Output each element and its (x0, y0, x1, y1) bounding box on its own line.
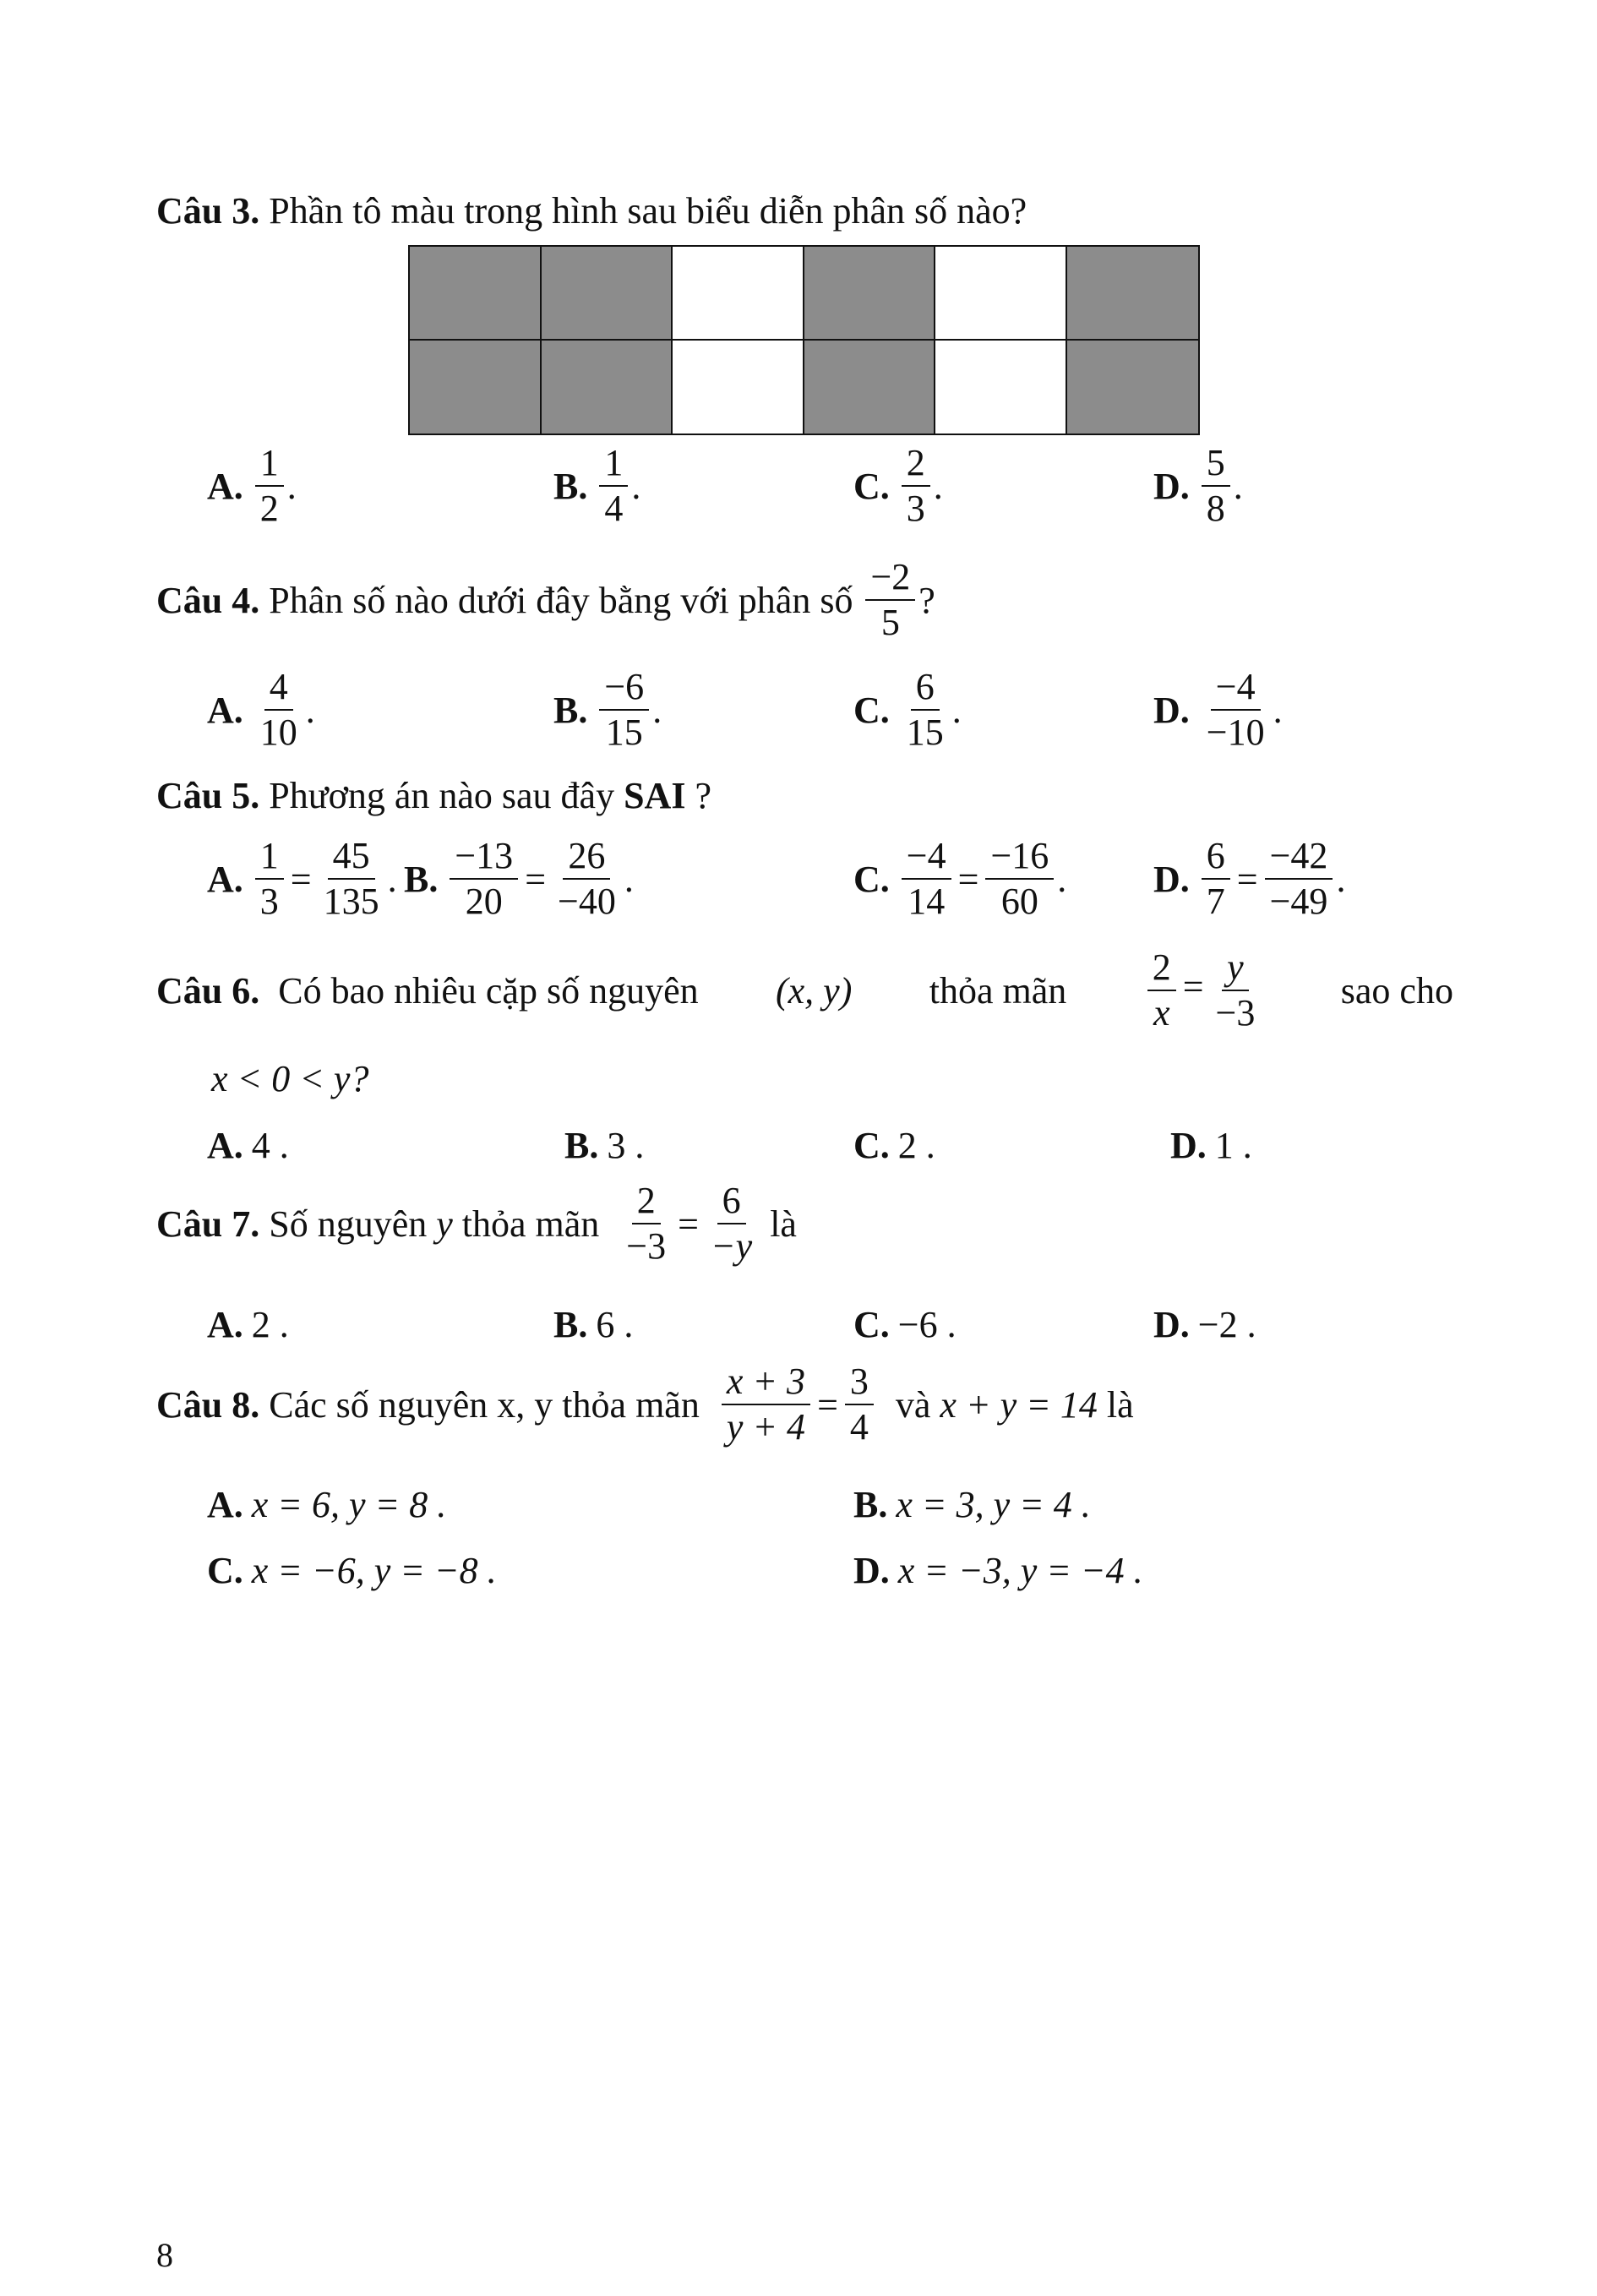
q3-option-b[interactable]: B. $\frac{1}{4}$ . (553, 442, 641, 530)
grid-cell (410, 247, 542, 341)
fraction: $\frac{1}{2}$ (255, 444, 284, 528)
q7-stem: Câu 7. Số nguyên y thỏa mãn $\frac{2}{-3}$ = $\frac{6}{-y}$ là (156, 1180, 797, 1268)
page-number: 8 (156, 2236, 173, 2274)
q4-option-d[interactable]: D. $\frac{-4}{-10}$ . (1153, 666, 1283, 754)
q4-option-b[interactable]: B. $\frac{-6}{15}$ . (553, 666, 662, 754)
q7-option-b[interactable]: B. 6 . (553, 1304, 634, 1345)
q8-option-d[interactable]: D. x = −3, y = −4 . (853, 1550, 1143, 1591)
q6-option-c[interactable]: C. 2 . (853, 1125, 935, 1166)
grid-cell (1067, 341, 1199, 434)
grid-cell (804, 341, 936, 434)
q8-option-c[interactable]: C. x = −6, y = −8 . (207, 1550, 497, 1591)
q6-option-a[interactable]: A. 4 . (207, 1125, 289, 1166)
q5-option-d[interactable]: D. $\frac{6}{7}$ = $\frac{-42}{-49}$ . (1153, 835, 1346, 923)
q6-option-d[interactable]: D. 1 . (1170, 1125, 1252, 1166)
q5-option-a[interactable]: A. $\frac{1}{3}$ = $\frac{45}{135}$ . (207, 835, 397, 923)
grid-cell (935, 247, 1067, 341)
q5-option-c[interactable]: C. $\frac{-4}{14}$ = $\frac{-16}{60}$ . (853, 835, 1067, 923)
fraction: $\frac{-4}{14}$ (902, 837, 951, 921)
q3-option-c[interactable]: C. $\frac{2}{3}$ . (853, 442, 943, 530)
q4-option-a[interactable]: A. $\frac{4}{10}$ . (207, 666, 315, 754)
q8-option-a[interactable]: A. x = 6, y = 8 . (207, 1484, 447, 1525)
fraction: $\frac{1}{4}$ (599, 444, 628, 528)
q3-stem (156, 190, 1027, 232)
fraction: $\frac{26}{-40}$ (558, 835, 616, 923)
q4-stem: Câu 4. Phân số nào dưới đây bằng với phân số $\frac{-2}{5}$ ? (156, 556, 935, 644)
q5-label: Câu 5. (156, 775, 260, 816)
q8-option-b[interactable]: B. x = 3, y = 4 . (853, 1484, 1091, 1525)
q3-text: Phần tô màu trong hình sau biểu diễn phân số nào? (269, 190, 1027, 232)
q8-label: Câu 8. (156, 1383, 260, 1426)
q7-label: Câu 7. (156, 1203, 260, 1245)
grid-cell (542, 341, 673, 434)
fraction: $\frac{2}{3}$ (902, 444, 930, 528)
grid-cell (673, 247, 804, 341)
q4-label: Câu 4. (156, 579, 260, 621)
grid-cell (673, 341, 804, 434)
grid-cell (1067, 247, 1199, 341)
grid-cell (935, 341, 1067, 434)
fraction: $\frac{2}{-3}$ (626, 1180, 667, 1268)
fraction: $\frac{-2}{5}$ (865, 558, 915, 642)
fraction: $\frac{3}{4}$ (845, 1362, 874, 1447)
q3-shaded-grid (408, 245, 1200, 435)
fraction: $\frac{2}{x}$ (1147, 948, 1176, 1033)
q7-option-a[interactable]: A. 2 . (207, 1304, 289, 1345)
fraction: $\frac{-42}{-49}$ (1265, 837, 1333, 921)
fraction: $\frac{-13}{20}$ (450, 837, 518, 921)
q3-option-d[interactable]: D. $\frac{5}{8}$ . (1153, 442, 1243, 530)
fraction: $\frac{6}{7}$ (1202, 837, 1230, 921)
q3-label: Câu 3. (156, 190, 260, 232)
q7-option-c[interactable]: C. −6 . (853, 1304, 957, 1345)
fraction: $\frac{x + 3}{y + 4}$ (722, 1362, 810, 1447)
fraction: $\frac{-6}{15}$ (599, 668, 649, 752)
fraction: $\frac{4}{10}$ (259, 666, 297, 754)
fraction: $\frac{y}{-3}$ (1215, 946, 1256, 1034)
q7-option-d[interactable]: D. −2 . (1153, 1304, 1256, 1345)
fraction: $\frac{6}{15}$ (906, 666, 944, 754)
q6-option-b[interactable]: B. 3 . (564, 1125, 645, 1166)
q5-option-b[interactable]: B. $\frac{-13}{20}$ = $\frac{26}{-40}$ . (404, 835, 634, 923)
fraction: $\frac{-16}{60}$ (985, 837, 1054, 921)
grid-cell (410, 341, 542, 434)
fraction: $\frac{45}{135}$ (323, 835, 379, 923)
fraction: $\frac{-4}{-10}$ (1206, 666, 1265, 754)
fraction: $\frac{1}{3}$ (255, 837, 284, 921)
q6-stem: Câu 6. Có bao nhiêu cặp số nguyên (x, y) thỏa mãn $\frac{2}{x}$ = $\frac{y}{-3}$ sao cho (156, 946, 1453, 1034)
q4-text: Phân số nào dưới đây bằng với phân số (269, 579, 853, 621)
fraction: $\frac{5}{8}$ (1202, 444, 1230, 528)
q8-stem: Câu 8. Các số nguyên x, y thỏa mãn $\frac{x + 3}{y + 4}$ = $\frac{3}{4}$ và x + y = 14 là (156, 1361, 1134, 1448)
q6-condition: x < 0 < y? (211, 1058, 369, 1099)
q4-option-c[interactable]: C. $\frac{6}{15}$ . (853, 666, 962, 754)
q6-label: Câu 6. (156, 969, 260, 1012)
grid-cell (542, 247, 673, 341)
fraction: $\frac{6}{-y}$ (710, 1180, 753, 1268)
q5-stem: Câu 5. Phương án nào sau đây SAI ? (156, 775, 711, 816)
q3-option-a[interactable]: A. $\frac{1}{2}$ . (207, 442, 297, 530)
grid-cell (804, 247, 936, 341)
